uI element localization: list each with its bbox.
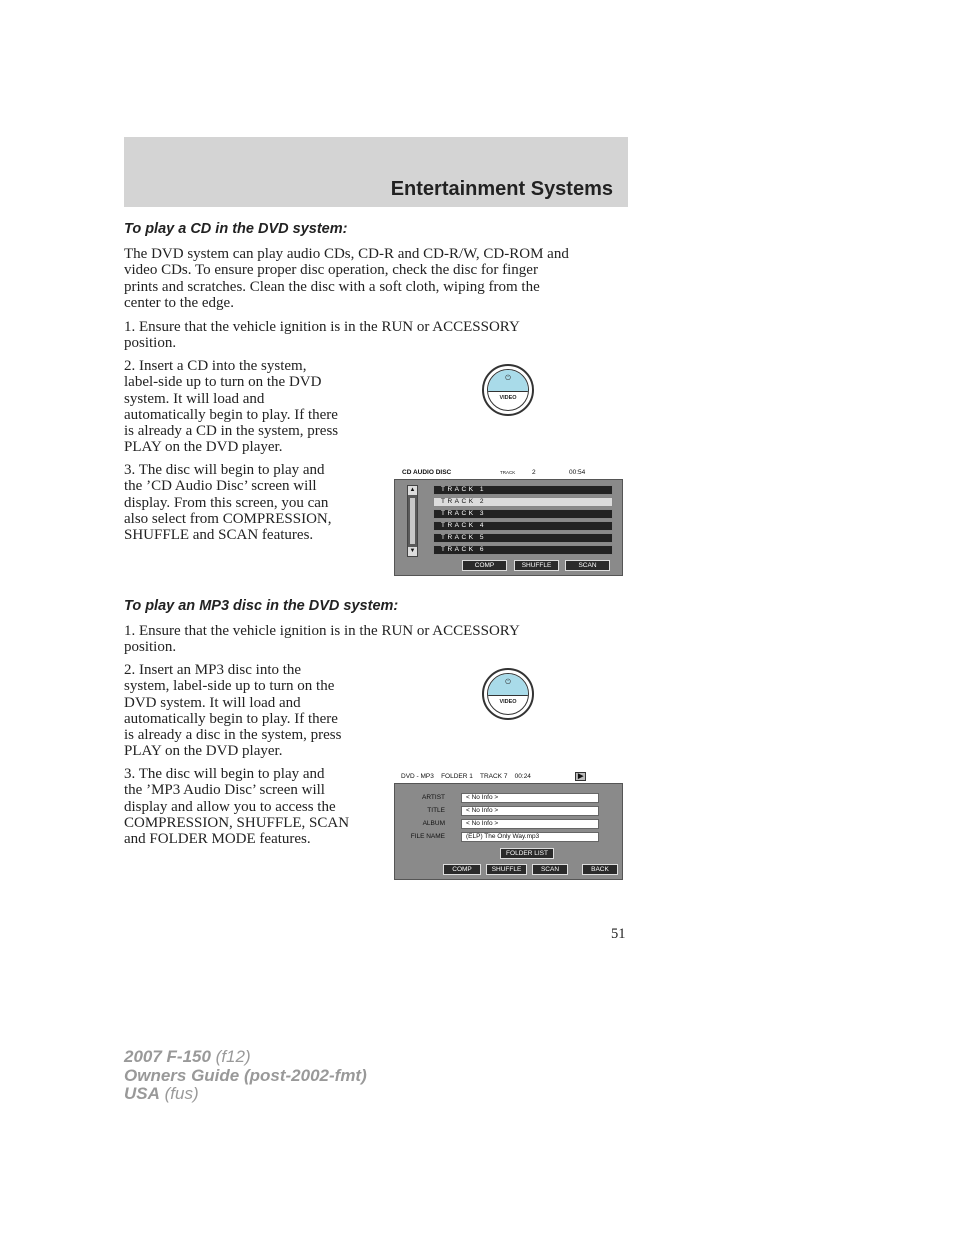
text-line: center to the edge. — [124, 294, 234, 311]
track-list-item[interactable]: TRACK 5 — [433, 533, 613, 543]
mp3-status-line: DVD - MP3 FOLDER 1 TRACK 7 00:24 — [401, 773, 531, 780]
text-line: display. From this screen, you can — [124, 494, 329, 511]
file-name-value: (ELP) The Only Way.mp3 — [461, 832, 599, 842]
text-line: the ’CD Audio Disc’ screen will — [124, 478, 317, 495]
footer-line-2: Owners Guide (post-2002-fmt) — [124, 1065, 367, 1085]
scan-button[interactable]: SCAN — [565, 560, 610, 571]
video-button-label: VIDEO — [499, 395, 517, 401]
scroll-up-icon[interactable]: ▲ — [409, 487, 416, 493]
text-line: position. — [124, 639, 177, 656]
cd-section-heading: To play a CD in the DVD system: — [124, 221, 348, 237]
text-line: automatically begin to play. If there — [124, 710, 338, 727]
text-line: also select from COMPRESSION, — [124, 510, 332, 527]
header-band — [124, 137, 628, 207]
text-line: DVD system. It will load and — [124, 694, 301, 711]
screen-body — [394, 783, 623, 880]
text-line: label-side up to turn on the DVD — [124, 374, 322, 391]
play-icon: ▶ — [575, 772, 586, 781]
text-line: COMPRESSION, SHUFFLE, SCAN — [124, 814, 350, 831]
footer-model: 2007 F-150 — [124, 1047, 211, 1066]
comp-button[interactable]: COMP — [462, 560, 507, 571]
back-button[interactable]: BACK — [582, 864, 618, 875]
shuffle-button[interactable]: SHUFFLE — [486, 864, 527, 875]
mp3-step-1 — [124, 623, 624, 656]
video-button-label: VIDEO — [499, 699, 517, 705]
footer-market-code: (fus) — [159, 1084, 199, 1103]
text-line: 1. Ensure that the vehicle ignition is in the RUN or ACCESSORY — [124, 319, 520, 335]
scroll-thumb[interactable] — [410, 498, 415, 544]
text-line: system. It will load and — [124, 390, 265, 407]
video-button-face — [487, 369, 529, 411]
file-name-label: FILE NAME — [410, 833, 445, 840]
video-button-illustration — [482, 668, 534, 720]
text-line: PLAY on the DVD player. — [124, 439, 283, 456]
footer-line-3 — [124, 1085, 367, 1104]
text-line: automatically begin to play. If there — [124, 406, 338, 423]
power-icon: ⏻ — [505, 374, 511, 382]
track-list-item[interactable]: TRACK 6 — [433, 545, 613, 555]
power-icon: ⏻ — [505, 678, 511, 686]
cd-step-2 — [124, 358, 380, 456]
shuffle-button[interactable]: SHUFFLE — [514, 560, 559, 571]
text-line: The DVD system can play audio CDs, CD-R and CD-R/W, CD-ROM and — [124, 246, 569, 262]
cd-audio-disc-screen — [394, 467, 623, 576]
footer-market: USA — [124, 1084, 160, 1103]
screen-body — [394, 479, 623, 576]
artist-value: < No Info > — [461, 793, 599, 803]
track-time: 00:54 — [569, 469, 586, 476]
album-label: ALBUM — [422, 820, 445, 827]
footer-line-1 — [124, 1048, 367, 1067]
title-value: < No Info > — [461, 806, 599, 816]
text-line: is already a CD in the system, press — [124, 423, 339, 440]
folder-list-button[interactable]: FOLDER LIST — [500, 848, 554, 859]
text-line: position. — [124, 335, 177, 352]
text-line: SHUFFLE and SCAN features. — [124, 527, 314, 544]
text-line: 3. The disc will begin to play and — [124, 462, 325, 478]
track-number: 2 — [532, 469, 536, 476]
track-list-item-selected[interactable]: TRACK 2 — [433, 497, 613, 507]
text-line: is already a disc in the system, press — [124, 727, 342, 744]
title-label: TITLE — [427, 807, 445, 814]
text-line: and FOLDER MODE features. — [124, 831, 311, 848]
text-line: the ’MP3 Audio Disc’ screen will — [124, 782, 325, 799]
text-line: system, label-side up to turn on the — [124, 678, 335, 695]
text-line: prints and scratches. Clean the disc with a soft cloth, wiping from the — [124, 278, 540, 295]
document-footer — [124, 1048, 367, 1104]
video-button-face — [487, 673, 529, 715]
cd-step-3 — [124, 462, 380, 543]
footer-model-code: (f12) — [210, 1047, 251, 1066]
cd-intro-paragraph — [124, 246, 624, 311]
text-line: video CDs. To ensure proper disc operation, check the disc for finger — [124, 262, 538, 279]
cd-step-1 — [124, 319, 624, 352]
artist-label: ARTIST — [422, 794, 445, 801]
track-list-item[interactable]: TRACK 4 — [433, 521, 613, 531]
scrollbar[interactable] — [407, 485, 418, 557]
text-line: 2. Insert an MP3 disc into the — [124, 662, 302, 678]
text-line: PLAY on the DVD player. — [124, 743, 283, 760]
mp3-section-heading: To play an MP3 disc in the DVD system: — [124, 598, 399, 614]
text-line: 1. Ensure that the vehicle ignition is in the RUN or ACCESSORY — [124, 623, 520, 639]
comp-button[interactable]: COMP — [443, 864, 481, 875]
text-line: 2. Insert a CD into the system, — [124, 358, 307, 374]
track-list-item[interactable]: TRACK 1 — [433, 485, 613, 495]
video-button-illustration — [482, 364, 534, 416]
screen-title: CD AUDIO DISC — [402, 469, 452, 476]
text-line: display and allow you to access the — [124, 798, 336, 815]
mp3-step-3 — [124, 766, 380, 847]
text-line: 3. The disc will begin to play and — [124, 766, 325, 782]
scroll-down-icon[interactable]: ▼ — [409, 548, 416, 554]
album-value: < No Info > — [461, 819, 599, 829]
mp3-step-2 — [124, 662, 380, 760]
mp3-audio-disc-screen — [394, 771, 623, 880]
page-title: Entertainment Systems — [390, 178, 613, 200]
track-label: TRACK — [500, 470, 516, 475]
track-list-item[interactable]: TRACK 3 — [433, 509, 613, 519]
page-number: 51 — [611, 926, 626, 942]
scan-button[interactable]: SCAN — [532, 864, 568, 875]
